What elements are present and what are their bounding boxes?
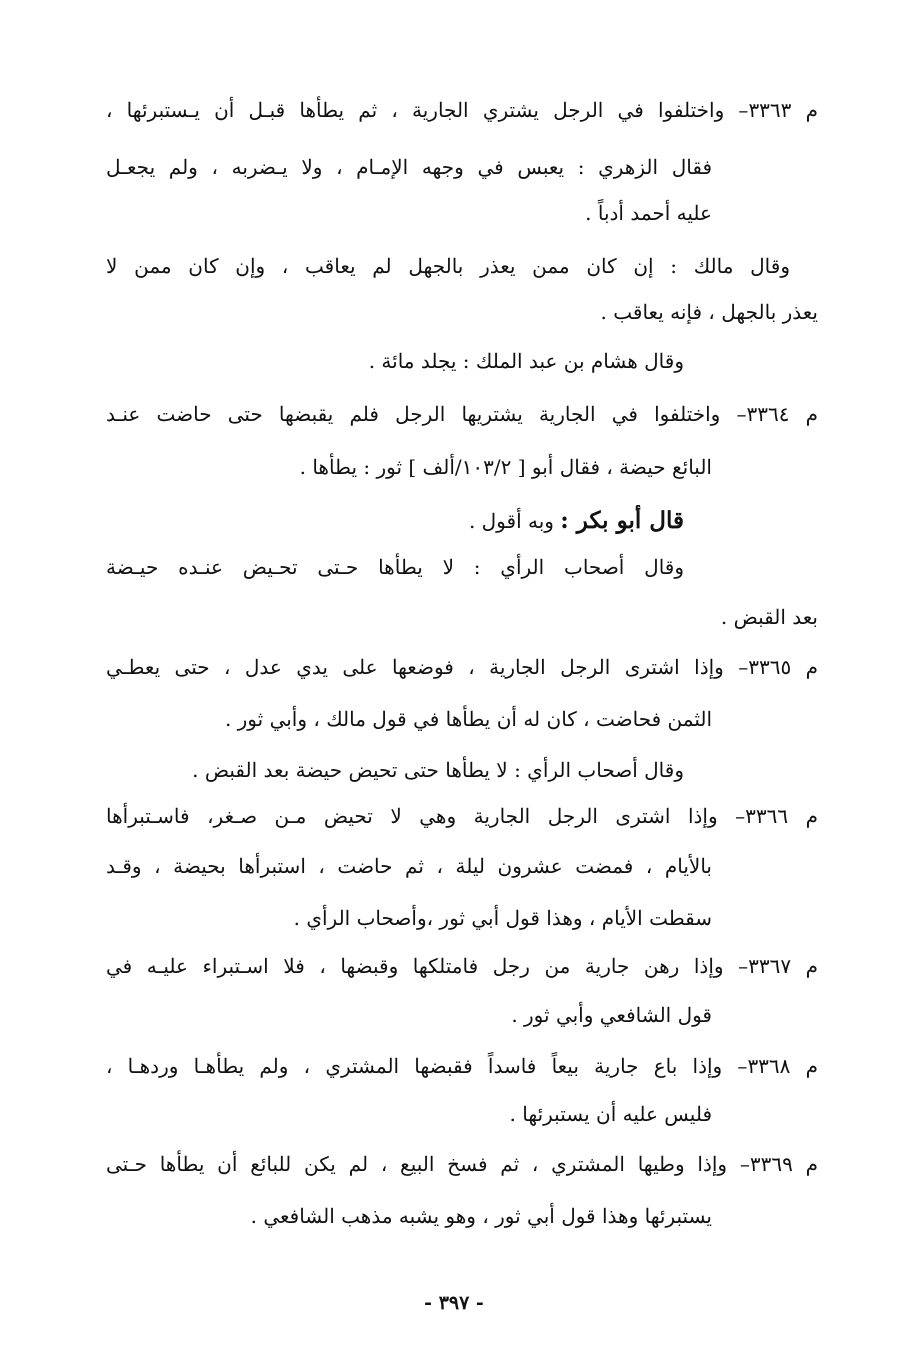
text-line: م ٣٣٦٦– وإذا اشترى الرجل الجارية وهي لا تحيض مـن صـغر، فاسـتبرأها — [106, 804, 818, 828]
author-label: قال أبو بكر : — [560, 507, 684, 534]
text-line: بعد القبض . — [720, 605, 818, 629]
text-line: يعذر بالجهل ، فإنه يعاقب . — [600, 300, 818, 324]
text-line: وقال أصحاب الرأي : لا يطأها حتى تحيض حيضة بعد القبض . — [192, 758, 684, 782]
text-line: م ٣٣٦٥– وإذا اشترى الرجل الجارية ، فوضعها على يدي عدل ، حتى يعطـي — [106, 655, 818, 679]
text-line: بالأيام ، فمضت عشرون ليلة ، ثم حاضت ، استبرأها بحيضة ، وقـد — [106, 854, 712, 878]
text-line: وقال هشام بن عبد الملك : يجلد مائة . — [368, 349, 684, 373]
text-line: البائع حيضة ، فقال أبو [ ١٠٣/٢/ألف ] ثور : يطأها . — [299, 455, 712, 479]
text-line: م ٣٣٦٨– وإذا باع جارية بيعاً فاسداً فقبضها المشتري ، ولم يطأهـا وردهـا ، — [106, 1054, 818, 1078]
text-line: سقطت الأيام ، وهذا قول أبي ثور ،وأصحاب الرأي . — [293, 906, 712, 930]
text-line: وقال أصحاب الرأي : لا يطأها حـتى تحـيض عنـده حيـضة — [106, 555, 684, 579]
text-line: فقال الزهري : يعبس في وجهه الإمـام ، ولا يـضربه ، ولم يجعـل — [106, 155, 712, 179]
page-number: - ٣٩٧ - — [424, 1292, 484, 1314]
text-line: م ٣٣٦٧– وإذا رهن جارية من رجل فامتلكها وقبضها ، فلا اسـتبراء عليـه في — [106, 954, 818, 978]
text-line: فليس عليه أن يستبرئها . — [509, 1102, 712, 1126]
text-line: م ٣٣٦٩– وإذا وطيها المشتري ، ثم فسخ البيع ، لم يكن للبائع أن يطأها حـتى — [106, 1152, 818, 1176]
text-line: قول الشافعي وأبي ثور . — [511, 1003, 712, 1027]
author-statement-text: وبه أقول . — [468, 509, 554, 533]
author-statement — [106, 505, 684, 539]
text-line: عليه أحمد أدباً . — [585, 201, 712, 225]
text-line: يستبرئها وهذا قول أبي ثور ، وهو يشبه مذهب الشافعي . — [250, 1204, 712, 1228]
text-line: م ٣٣٦٣– واختلفوا في الرجل يشتري الجارية ، ثم يطأها قبـل أن يـستبرئها ، — [106, 98, 818, 122]
text-line: الثمن فحاضت ، كان له أن يطأها في قول مالك ، وأبي ثور . — [224, 707, 712, 731]
text-line: وقال مالك : إن كان ممن يعذر بالجهل لم يعاقب ، وإن كان ممن لا — [106, 254, 790, 278]
text-line: م ٣٣٦٤– واختلفوا في الجارية يشتريها الرجل فلم يقبضها حتى حاضت عنـد — [106, 402, 818, 426]
